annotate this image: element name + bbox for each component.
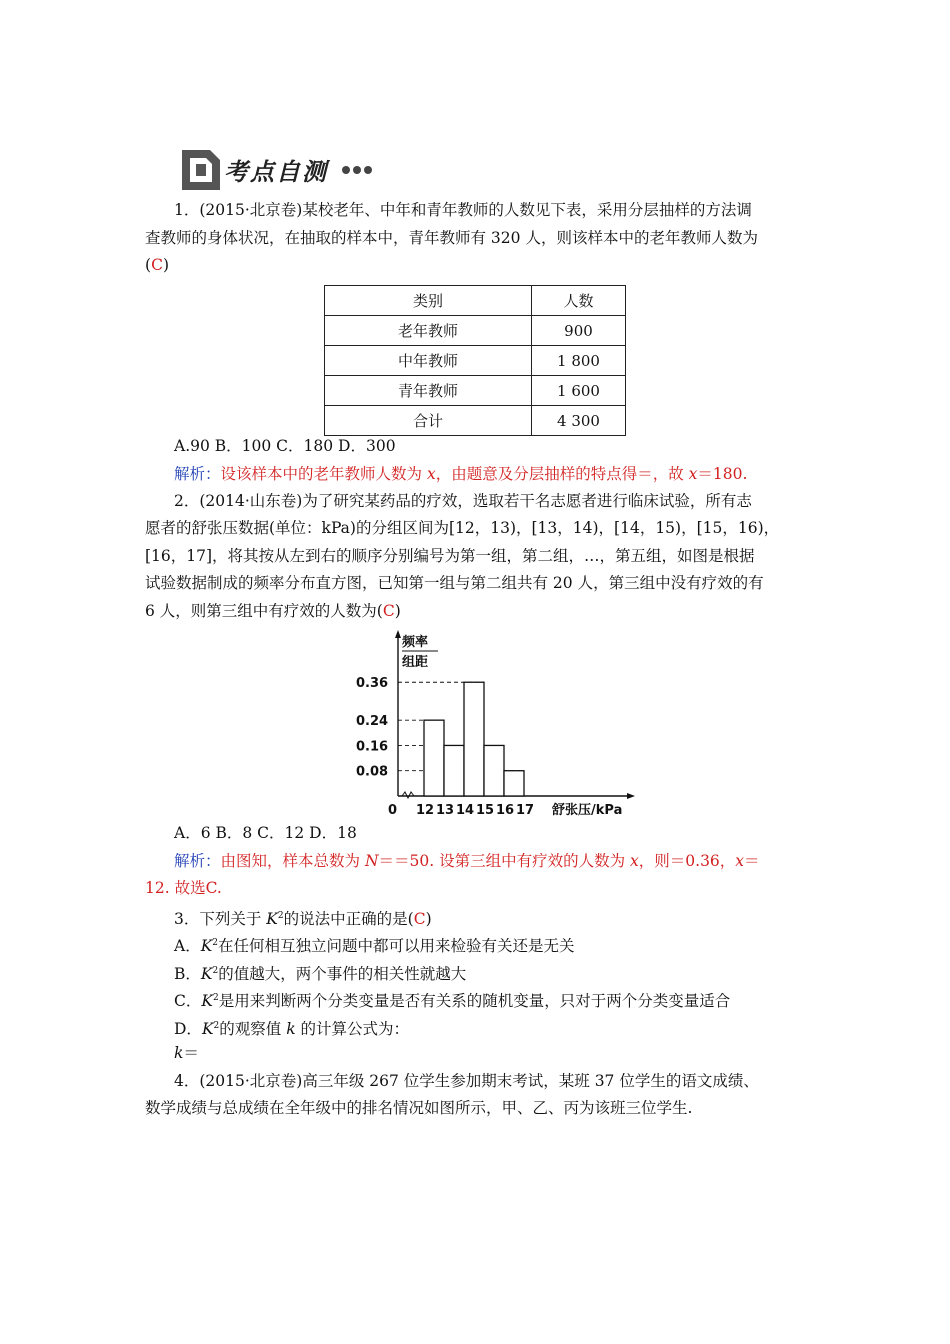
x-tick-label: 17 (516, 803, 535, 818)
histogram-bar (464, 682, 484, 796)
histogram-bar (444, 745, 464, 796)
x-tick-label: 16 (496, 803, 515, 818)
teacher-table (324, 285, 626, 436)
histogram-bar (504, 771, 524, 796)
histogram-bar (424, 720, 444, 796)
table-cell: 1 600 (532, 376, 626, 406)
q1-options: A.90 B．100 C．180 D．300 (174, 437, 396, 455)
x-axis-arrow (627, 793, 635, 799)
q1-line2: 查教师的身体状况，在抽取的样本中，青年教师有 320 人，则该样本中的老年教师人数为 (145, 229, 758, 247)
y-label-bottom: 组距 (402, 655, 429, 670)
q3-option-d: D．$K^2$的观察值 k 的计算公式为： (174, 1020, 410, 1038)
q2-analysis: 解析：由图知，样本总数为 N＝＝50. 设第三组中有疗效的人数为 x，则＝0.36，x＝ (174, 852, 760, 870)
table-header-cell: 人数 (532, 286, 626, 316)
table-row (325, 316, 626, 346)
y-label-top: 频率 (402, 635, 429, 650)
q4-line2: 数学成绩与总成绩在全年级中的排名情况如图所示，甲、乙、丙为该班三位学生. (145, 1099, 693, 1117)
table-row (325, 376, 626, 406)
table-cell: 900 (532, 316, 626, 346)
x-tick-label: 12 (416, 803, 435, 818)
q2-answer-letter: C (382, 602, 395, 620)
histogram-chart (352, 628, 642, 820)
table-cell: 1 800 (532, 346, 626, 376)
q3-formula: k＝ (174, 1044, 199, 1062)
histogram-bar (484, 745, 504, 796)
table-cell: 合计 (325, 406, 532, 436)
x-tick-label: 13 (436, 803, 455, 818)
q1-answer-letter: C (151, 256, 163, 274)
table-row (325, 406, 626, 436)
y-axis-arrow (395, 630, 401, 638)
section-title: 考点自测 (224, 158, 328, 186)
axis-break (402, 792, 414, 798)
y-tick-label: 0.16 (356, 739, 389, 755)
y-tick-label: 0.36 (356, 676, 389, 692)
q2-options: A．6 B．8 C．12 D．18 (174, 824, 357, 842)
y-tick-label: 0.08 (356, 764, 389, 780)
origin-label: 0 (388, 803, 398, 818)
q2-line3: [16，17]，将其按从左到右的顺序分别编号为第一组，第二组，…，第五组，如图是根据 (145, 547, 755, 565)
q2-line5: 6 人，则第三组中有疗效的人数为(C) (145, 602, 401, 620)
x-axis-label: 舒张压/kPa (552, 803, 623, 818)
table-header-cell: 类别 (325, 286, 532, 316)
q3-stem: 3．下列关于 $K^2$的说法中正确的是(C) (174, 910, 432, 928)
q3-answer-letter: C (413, 910, 426, 928)
table-cell: 青年教师 (325, 376, 532, 406)
table-row (325, 346, 626, 376)
table-cell: 4 300 (532, 406, 626, 436)
q2-line1: 2．(2014·山东卷)为了研究某药品的疗效，选取若干名志愿者进行临床试验，所有志 (174, 492, 752, 510)
q1-line1: 1．(2015·北京卷)某校老年、中年和青年教师的人数见下表，采用分层抽样的方法调 (174, 201, 752, 219)
table-header-row (325, 286, 626, 316)
q1-analysis: 解析：设该样本中的老年教师人数为 x，由题意及分层抽样的特点得＝，故 x＝180. (174, 465, 748, 483)
table-cell: 中年教师 (325, 346, 532, 376)
q3-option-c: C．$K^2$是用来判断两个分类变量是否有关系的随机变量，只对于两个分类变量适合 (174, 992, 731, 1010)
dot-icon (364, 166, 372, 174)
q2-line2: 愿者的舒张压数据(单位：kPa)的分组区间为[12，13)，[13，14)，[14，15)，[15，16)， (145, 519, 780, 537)
dot-icon (342, 166, 350, 174)
dot-icon (353, 166, 361, 174)
q3-option-a: A．$K^2$在任何相互独立问题中都可以用来检验有关还是无关 (174, 937, 575, 955)
x-tick-label: 14 (456, 803, 475, 818)
q4-line1: 4．(2015·北京卷)高三年级 267 位学生参加期末考试，某班 37 位学生的语文成绩、 (174, 1072, 759, 1090)
x-tick-label: 15 (476, 803, 495, 818)
y-tick-label: 0.24 (356, 714, 389, 730)
table-cell: 老年教师 (325, 316, 532, 346)
q2-analysis-line2: 12. 故选C. (145, 879, 222, 897)
q3-option-b: B．$K^2$的值越大，两个事件的相关性就越大 (174, 965, 467, 983)
q2-line4: 试验数据制成的频率分布直方图，已知第一组与第二组共有 20 人，第三组中没有疗效的有 (145, 574, 764, 592)
q1-answer: (C) (145, 256, 169, 274)
